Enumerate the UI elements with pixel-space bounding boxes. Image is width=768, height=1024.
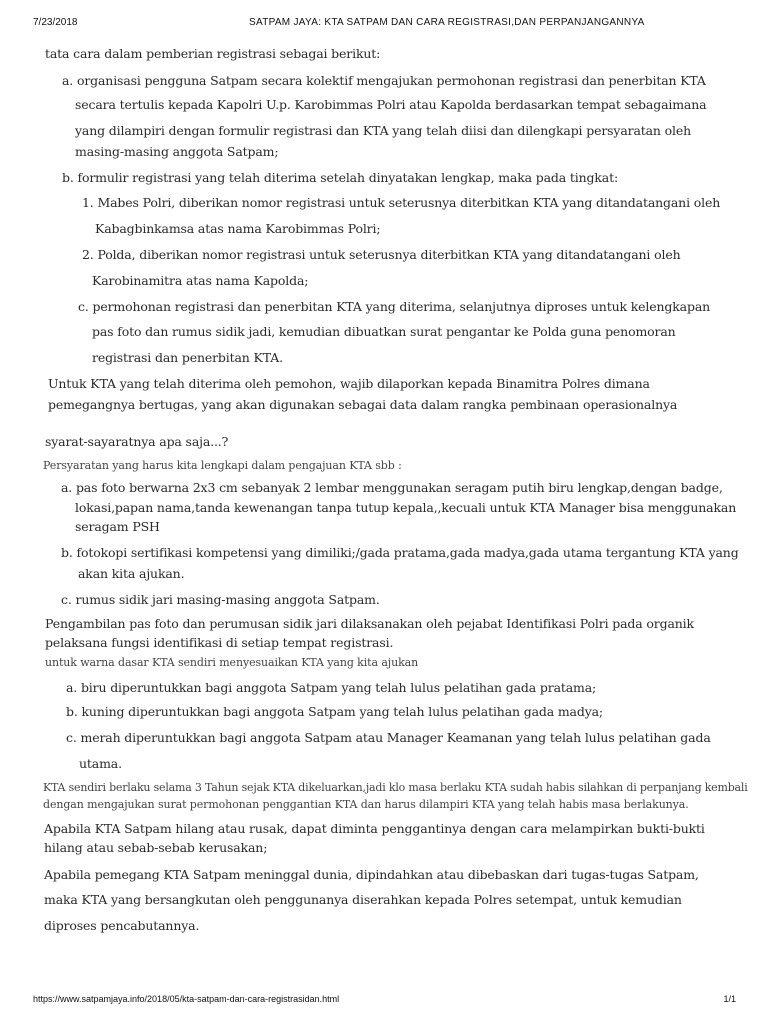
text-line: tata cara dalam pemberian registrasi sebagai berikut: [45,46,381,61]
text-line: secara tertulis kepada Kapolri U.p. Karobimmas Polri atau Kapolda berdasarkan tempat sebagaimana [75,97,707,112]
list-item: 1. Mabes Polri, diberikan nomor registrasi untuk seterusnya diterbitkan KTA yang ditandatangani oleh [82,195,721,210]
list-item: c. merah diperuntukkan bagi anggota Satpam atau Manager Keamanan yang telah lulus pelatihan gada [66,730,711,745]
list-item: a. organisasi pengguna Satpam secara kolektif mengajukan permohonan registrasi dan penerbitan KTA [62,73,706,88]
text-line: pas foto dan rumus sidik jadi, kemudian dibuatkan surat pengantar ke Polda guna penomoran [92,324,676,339]
text-line: Karobinamitra atas nama Kapolda; [92,273,309,288]
section-intro: Persyaratan yang harus kita lengkapi dalam pengajuan KTA sbb : [43,459,402,472]
section-intro: untuk warna dasar KTA sendiri menyesuaikan KTA yang kita ajukan [45,656,419,669]
footer-url-link[interactable]: https://www.satpamjaya.info/2018/05/kta-satpam-dan-cara-registrasidan.html [33,994,340,1004]
text-line: diproses pencabutannya. [44,918,200,933]
text-line: Pengambilan pas foto dan perumusan sidik jari dilaksanakan oleh pejabat Identifikasi Polri pada organik [45,616,694,631]
header-date: 7/23/2018 [33,17,78,28]
header-title: SATPAM JAYA: KTA SATPAM DAN CARA REGISTRASI,DAN PERPANJANGANNYA [249,17,645,28]
list-item: c. rumus sidik jari masing-masing anggota Satpam. [61,592,380,607]
validity-note: dengan mengajukan surat permohonan penggantian KTA dan harus dilampiri KTA yang telah habis masa berlakunya. [43,798,689,811]
text-line: utama. [79,756,122,771]
list-item: c. permohonan registrasi dan penerbitan KTA yang diterima, selanjutnya diproses untuk kelengkapan [78,299,711,314]
footer-page-number: 1/1 [723,994,736,1004]
list-item: b. fotokopi sertifikasi kompetensi yang dimiliki;/gada pratama,gada madya,gada utama tergantung KTA yang [61,545,739,560]
text-line: seragam PSH [75,519,160,534]
text-line: Apabila KTA Satpam hilang atau rusak, dapat diminta penggantinya dengan cara melampirkan bukti-bukti [44,821,705,836]
text-line: akan kita ajukan. [78,566,185,581]
list-item: a. pas foto berwarna 2x3 cm sebanyak 2 lembar menggunakan seragam putih biru lengkap,dengan badge, [61,480,723,495]
list-item: b. kuning diperuntukkan bagi anggota Satpam yang telah lulus pelatihan gada madya; [66,704,603,719]
text-line: pelaksana fungsi identifikasi di setiap tempat registrasi. [45,635,394,650]
text-line: lokasi,papan nama,tanda kewenangan tanpa tutup kepala,,kecuali untuk KTA Manager bisa menggunakan [75,500,737,515]
text-line: maka KTA yang bersangkutan oleh penggunanya diserahkan kepada Polres setempat, untuk kemudian [44,892,682,907]
text-line: Kabagbinkamsa atas nama Karobimmas Polri; [95,221,381,236]
text-line: Apabila pemegang KTA Satpam meninggal dunia, dipindahkan atau dibebaskan dari tugas-tugas Satpam, [44,867,699,882]
text-line: yang dilampiri dengan formulir registrasi dan KTA yang telah diisi dan dilengkapi persyaratan oleh [75,123,692,138]
text-line: pemegangnya bertugas, yang akan digunakan sebagai data dalam rangka pembinaan operasionalnya [48,397,678,412]
list-item: b. formulir registrasi yang telah diterima setelah dinyatakan lengkap, maka pada tingkat: [62,170,619,185]
text-line: hilang atau sebab-sebab kerusakan; [44,840,268,855]
text-line: masing-masing anggota Satpam; [75,144,279,159]
list-item: 2. Polda, diberikan nomor registrasi untuk seterusnya diterbitkan KTA yang ditandatangani oleh [82,247,681,262]
text-line: Untuk KTA yang telah diterima oleh pemohon, wajib dilaporkan kepada Binamitra Polres dimana [48,376,650,391]
list-item: a. biru diperuntukkan bagi anggota Satpam yang telah lulus pelatihan gada pratama; [66,680,597,695]
section-question: syarat-sayaratnya apa saja...? [45,434,229,449]
validity-note: KTA sendiri berlaku selama 3 Tahun sejak KTA dikeluarkan,jadi klo masa berlaku KTA sudah habis silahkan di perpanjang kembali [43,781,748,794]
text-line: registrasi dan penerbitan KTA. [92,350,283,365]
